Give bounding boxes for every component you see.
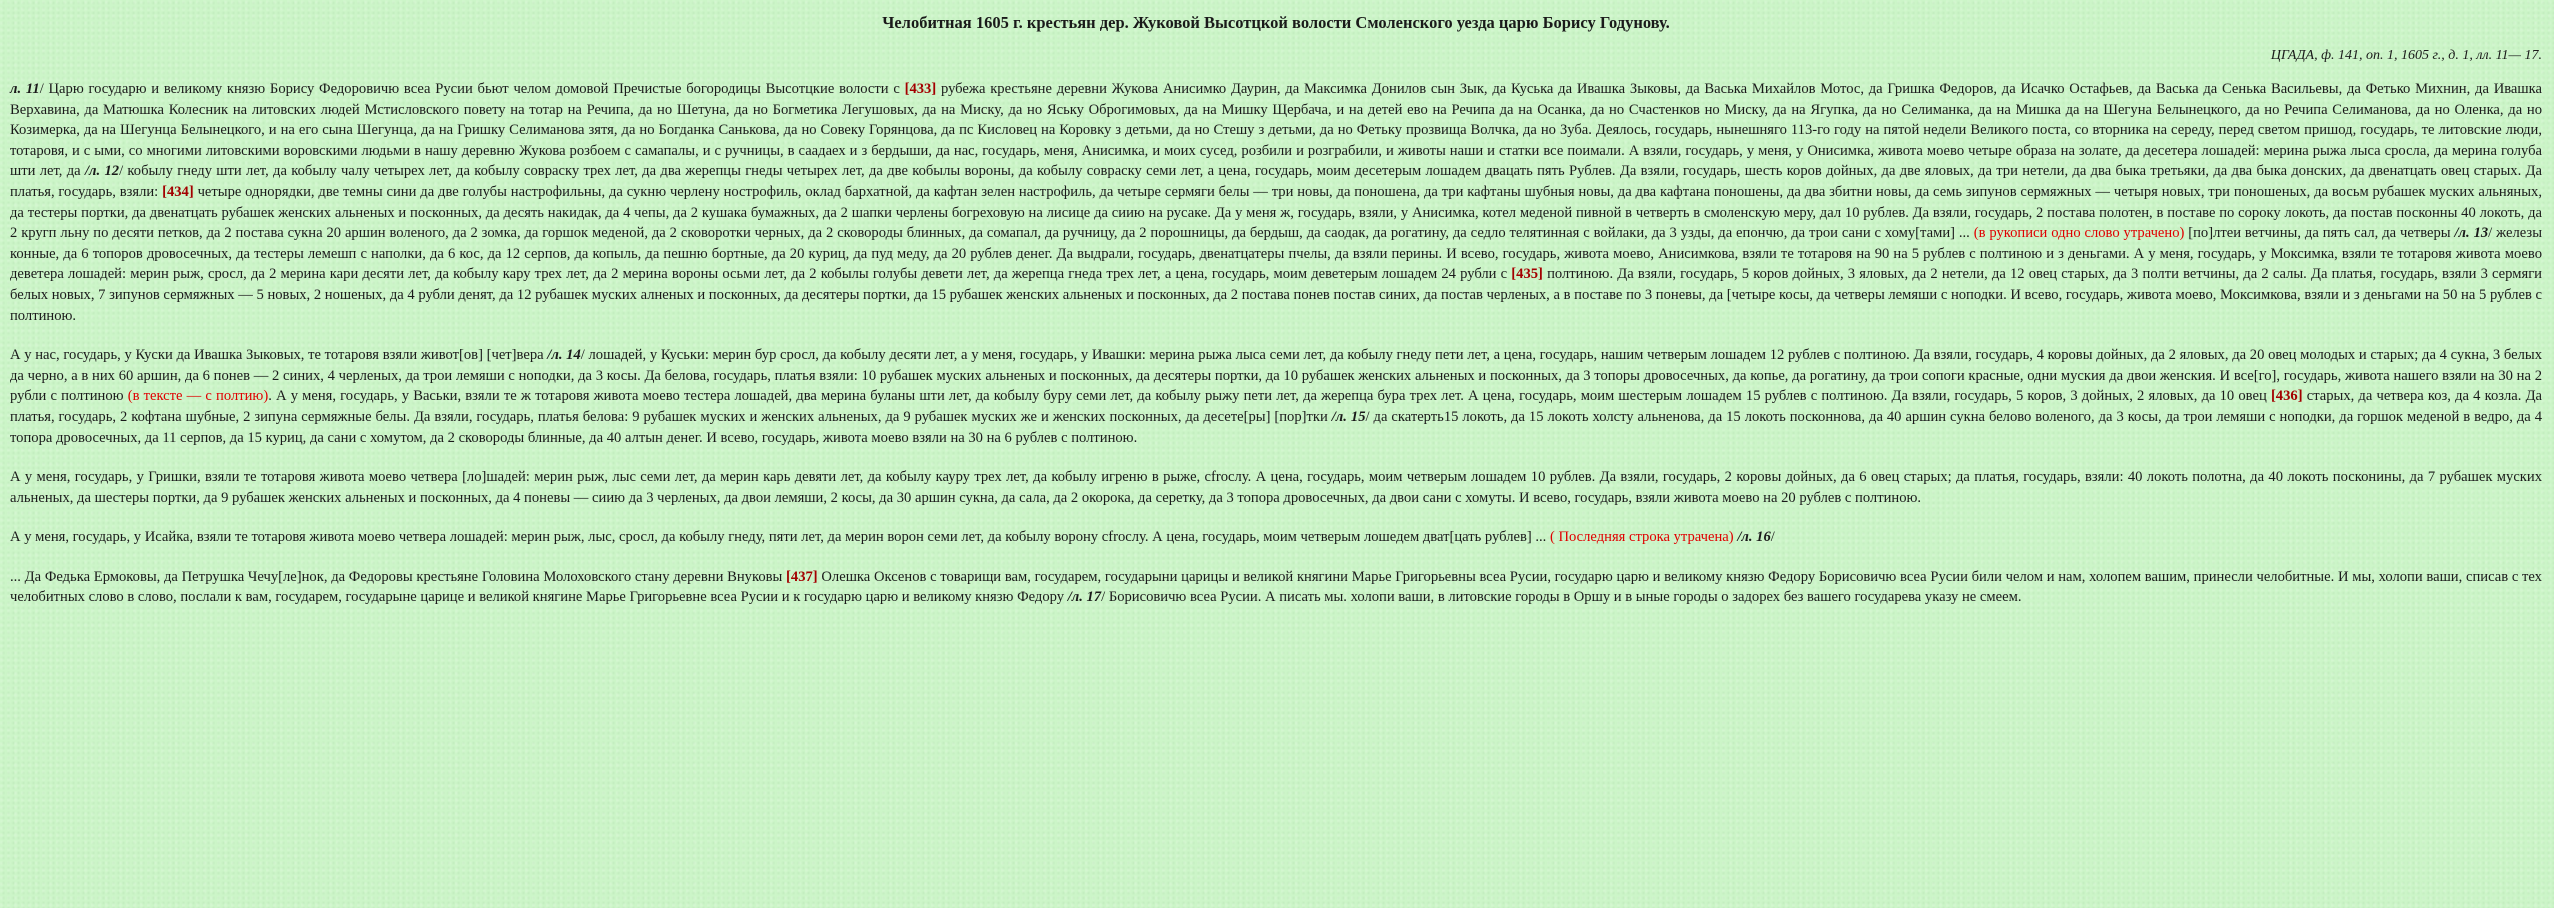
text-segment: А у меня, государь, у Гришки, взяли те тотаровя живота моево четвера [ло]шадей: мерин рыж, лыс семи лет, да мерин карь девяти лет, да кобылу кауру трех лет, да кобылу игреню в рыже, сfroслу. А цена, государь, моим четверым лошадем 10 рублев. Да взяли, государь, 2 коровы дойных, да 6 овец старых; да платья, государь, взяли: 40 локоть полотна, да 40 локоть посконины, да 7 рубашек муских альненых, да шестеры портки, да 9 рубашек женских альненых и посконных, да 4 поневы — сиию да 3 черленых, да двои лемяши, 2 косы, да 30 аршин сукна, да сала, да 2 окорока, да серетку, да 3 топора дровосечных, да двои сани с хомуты. И всево, государь, взяли живота моево на 20 рублев с полтиною. xyxy=(10,469,2542,506)
text-segment: / Царю государю и великому князю Борису Федоровичю всеа Русии бьют челом домовой Пречистые богородицы Высотцкие волости с xyxy=(39,81,905,97)
document-body xyxy=(10,79,2542,608)
archive-source-reference: ЦГАДА, ф. 141, оп. 1, 1605 г., д. 1, лл. 11— 17. xyxy=(2270,48,2542,63)
text-segment: А у меня, государь, у Исайка, взяли те тотаровя живота моево четвера лошадей: мерин рыж, лыс, сросл, да кобылу гнеду, пяти лет, да мерин ворон семи лет, да кобылу ворону сfroслу. А цена, государь, моим четверым лошедем дват[цать рублев] ... xyxy=(10,529,1550,546)
text-segment: Олешка Оксенов с товарищи вам, государем, государыни царицы и великой княгини Марье Григорьевны всеа Русии, государю царю и великому князю Федору Борисовичю всеа Русии били челом и нам, холопем вашим, принесли челобитные. И мы, холопи ваши, списав с тех челобитных слово в слово, послали к вам, государем, государыне царице и великой княгине Марье Григорьевне всеа Русии и к государю царю и великому князю Федору xyxy=(10,568,2542,606)
text-segment: рубежа крестьяне деревни Жукова Анисимко Даурин, да Максимка Донилов сын Зык, да Куська да Ивашка Зыковы, да Васька Михайлов Мотос, да Гришка Федоров, да Исачко Остафьев, да Васька да Сенька Васильевы, да Фетько Михнин, да Ивашка Верхавина, да Матюшка Колесник на литовских людей Мстисловского повету на тотар на Речипа, да но Шетуна, да но Богметика Легушовых, да на Миску, да но Яську Оброгимовых, да на Мишку Щербача, и на детей ево на Речипа да на Осанка, да но Счастенков но Миску, да на Ягупка, да но Селиманка, да на Мишка да на Шегуна Белынецкого, да но Речипа Селиманова, да но Оленка, да но Козимерка, да на Шегунца Белынецкого, и на его сына Шегунца, да на Гришку Селиманова зятя, да но Богданка Санькова, да но Совеку Горянцова, да пс Кисловец на Коровку з детьми, да но Стешу з детьми, да но Фетьку прозвища Волчка, да но Зуба. Деялось, государь, нынешняго 113-го году на пятой недели Великого поста, со вторника на середу, перед светом пришод, государь, те литовские люди, тотаровя, и с ыми, со многими литовскими воровскими людьми в нашу деревню Жукова розбоем с самапалы, и с ручницы, в саадаех и з бердыши, да нас, государь, меня, Анисимка, и моих сусед, розбили и розграбили, и животы наши и статки все поимали. А взяли, государь, у меня, у Онисимка, живота моево четыре образа на золате, да десетера лошадей: мерина рыжа лыса сросла, да мерина голуба шти лет, да xyxy=(10,81,2542,180)
folio-marker: л. 11 xyxy=(10,81,40,97)
folio-marker: /л. 14 xyxy=(547,347,581,364)
paragraph xyxy=(10,79,2542,326)
text-segment: ... Да Федька Ермоковы, да Петрушка Чечу[ле]нок, да Федоровы крестьяне Головина Молоховского стану деревни Внуковы xyxy=(10,568,787,585)
text-segment: / лошадей, у Куськи: мерин бур сросл, да кобылу десяти лет, а у меня, государь, у Ивашки: мерина рыжа лыса семи лет, да кобылу гнеду пети лет, а цена, государь, нашим четверым лошадем 12 рублев с полтиною. Да взяли, государь, 4 коровы дойных, да 2 яловых, да 20 овец молодых и старых; да 4 сукна, 3 белых да черно, а в них 60 аршин, да 6 понев — 2 синих, 4 черленых, да трои лемяши с ноподки, да 3 косы. Да белова, государь, платья взяли: 10 рубашек муских альненых и посконных, да десятеры портки, да 10 рубашек женских альненых и посконных, да 3 топоры дровосечных, да копье, да рогатину, да трои сопоги красные, одни муския да двои женския. И все[го], государь, живота нашего взяли на 30 на 2 рубли с полтиною xyxy=(10,347,2542,405)
editorial-note: (в тексте — с полтию) xyxy=(127,388,269,405)
page-number-marker: [437] xyxy=(786,568,818,585)
page-number-marker: [434] xyxy=(162,183,194,200)
folio-marker: /л. 17 xyxy=(1067,589,1102,606)
paragraph xyxy=(10,467,2542,508)
text-segment: / xyxy=(1770,529,1775,546)
editorial-note: (в рукописи одно слово утрачено) xyxy=(1973,225,2185,242)
folio-marker: /л. 15 xyxy=(1331,408,1366,425)
paragraph xyxy=(10,345,2542,448)
text-segment: [по]лтеи ветчины, да пять сал, да четверы xyxy=(2184,225,2455,242)
folio-marker: /л. 12 xyxy=(84,163,120,180)
paragraph xyxy=(10,567,2542,608)
text-segment: . А у меня, государь, у Васьки, взяли те ж тотаровя живота моево тестера лошадей, два мерина буланы шти лет, да кобылу буру семи лет, да кобылу рыжу пети лет, да жерепца бура трех лет. А цена, государь, моим шестерым лошадем 15 рублев с полтиною. Да взяли, государь, 5 коров, 3 дойных, 2 яловых, да 10 овец xyxy=(268,388,2271,405)
text-segment: / железы конные, да 6 топоров дровосечных, да тестеры лемешп с наполки, да 6 кос, да 12 серпов, да копыль, да пешню бортные, да 20 куриц, да пуд меду, да 20 рублев денег. Да выдрали, государь, двенатцатеры пчелы, да взяли перины. И всево, государь, живота моево, Анисимкова, взяли те тотаровя на 90 на 5 рублев с полтиною и з деньгами. А у меня, государь, у Моксимка, взяли те тотаровя живота моево деветера лошадей: мерин рыж, сросл, да 2 мерина кари десяти лет, да кобылу кару трех лет, да 2 мерина вороны осьми лет, да 2 кобылы голубы девети лет, да жерепца гнеда трех лет, а цена, государь, моим деветерым лошадем 24 рубли с xyxy=(10,225,2542,283)
text-segment: / кобылу гнеду шти лет, да кобылу чалу четырех лет, да кобылу совраску трех лет, да два жерепцы гнеды четырех лет, да две кобылы вороны, да кобылу совраску семи лет, а цена, государь, моим десетерым лошадем двацать пять Рублев. Да взяли, государь, шесть коров дойных, да две яловых, да три нетели, да два быка третьяки, да два быка донских, да двенатцать овец старых. Да платья, государь, взяли: xyxy=(10,163,2542,200)
folio-marker: /л. 13 xyxy=(2454,225,2489,242)
text-segment: А у нас, государь, у Куски да Ивашка Зыковых, те тотаровя взяли живот[ов] [чет]вера xyxy=(10,347,548,364)
document-title: Челобитная 1605 г. крестьян дер. Жуковой Высотцкой волости Смоленского уезда царю Борису Годунову. xyxy=(882,13,1670,32)
page-number-marker: [433] xyxy=(904,81,937,97)
page-number-marker: [435] xyxy=(1511,266,1543,283)
text-segment: полтиною. Да взяли, государь, 5 коров дойных, 3 яловых, да 2 нетели, да 12 овец старых, да 3 полти ветчины, да 2 салы. Да платья, государь, взяли 3 сермяги белых новых, 7 зипунов сермяжных — 5 новых, 2 ношеных, да 4 рубли денят, да 12 рубашек муских алненых и посконных, да десятеры портки, да 15 рубашек женских альненых и посконных, да 2 постава понев постав синих, да постав черленых, а в поставе по 3 поневы, да [четыре косы, да четверы лемяши с ноподки. И всево, государь, живота моево, Моксимкова, взяли и з деньгами на 50 на 5 рублев с полтиною. xyxy=(10,266,2542,324)
text-segment: четыре однорядки, две темны сини да две голубы настрофильны, да сукню черлену нострофиль, оклад бархатной, да кафтан зелен настрофиль, да четыре сермяги белы — три новы, да поношена, да три кафтаны шубныя новы, да два кафтана поношены, да два збитни новы, да семь зипунов сермяжных — четыря новых, три поношеных, да восьм рубашек муских альняных, да тестеры портки, да двенатцать рубашек женских альненых и посконных, да десять накидак, да 4 чепы, да 2 кушака бумажных, да 2 шапки черлены богреховую на лиcице да сиию на русаке. Да у меня ж, государь, взяли, у Анисимка, котел меденой пивной в четверть в смоленскую меру, дал 10 рублев. Да взяли, государь, 2 постава полотен, в поставе по сороку локоть, да постав посконны 40 локоть, да 2 кругп льну по десяти петков, да 2 постава сукна 20 аршин воленого, да 2 зомка, да горшок меденой, да 2 сковоротки черных, да 2 сковороды блинных, да сомапал, да ручницу, да 2 порошницы, да бердыш, да саодак, да рогатину, да седло телятинная с войлаки, да 3 узды, да епончю, да трои сани с хому[тами] ... xyxy=(10,183,2542,242)
text-segment: / Борисовичю всеа Русии. А писать мы. холопи ваши, в литовские городы в Оршу и в ыные городы о задорех без вашего государева указу не смеем. xyxy=(1101,589,2022,606)
text-segment: / да скатерть15 локоть, да 15 локоть холсту альненова, да 15 локоть посконнова, да 40 аршин сукна белово воленого, да 3 косы, да трои лемяши с ноподки, да горшок меденой в ведро, да 4 топора дровосечных, да 11 серпов, да 15 куриц, да сани с хомутом, да 2 сковороды блинные, да 40 алтын денег. И всево, государь, живота моево взяли на 30 на 6 рублев с полтиною. xyxy=(10,408,2542,446)
folio-marker: /л. 16 xyxy=(1737,529,1771,546)
paragraph xyxy=(10,527,2542,548)
page-number-marker: [436] xyxy=(2270,388,2303,405)
editorial-note: ( Последняя строка утрачена) xyxy=(1549,529,1734,546)
text-segment: старых, да четвера коз, да 4 козла. Да платья, государь, 2 кофтана шубные, 2 зипуна сермяжные белы. Да взяли, государь, платья белова: 9 рубашек муских и женских альненых, да 9 рубашек муских же и женских посконных, да десете[ры] [пор]тки xyxy=(10,388,2542,425)
